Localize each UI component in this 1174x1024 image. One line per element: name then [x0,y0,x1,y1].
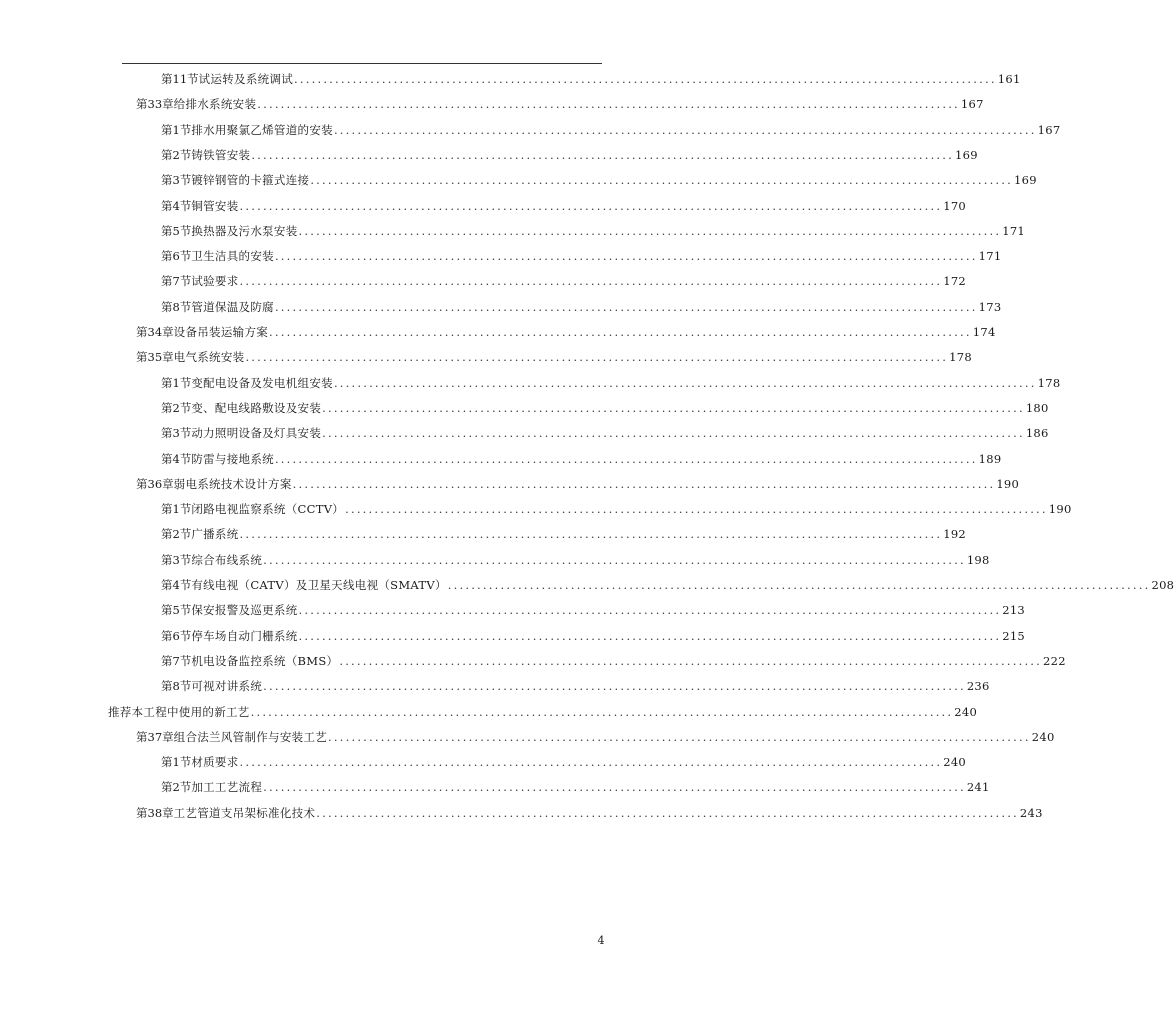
toc-entry-number: 第7节 [161,654,192,668]
toc-entry[interactable] [136,476,1020,492]
toc-entry-number: 第1节 [161,376,192,390]
dot-leader: ........................................................................................................................ [333,123,1037,137]
toc-entry-page: 240 [1031,730,1055,744]
dot-leader: ........................................................................................................................ [322,401,1025,415]
toc-entry-title: 可视对讲系统 [191,679,263,693]
dot-leader: ........................................................................................................................ [333,376,1037,390]
toc-entry-title: 组合法兰风管制作与安装工艺 [173,730,328,744]
toc-entry[interactable] [161,754,967,770]
toc-entry-title: 试验要求 [191,274,239,288]
toc-entry-number: 第4节 [161,452,192,466]
toc-entry-number: 第8节 [161,679,192,693]
toc-entry-page: 172 [943,274,967,288]
toc-entry-number: 第2节 [161,401,192,415]
toc-entry-page: 198 [966,553,990,567]
toc-entry-title: 综合布线系统 [191,553,263,567]
toc-entry-number: 第35章 [136,350,174,364]
toc-entry-number: 第5节 [161,224,192,238]
toc-entry-number: 第2节 [161,527,192,541]
dot-leader: ........................................................................................................................ [298,603,1002,617]
toc-entry-title: 换热器及污水泵安装 [191,224,298,238]
toc-entry[interactable] [136,729,1055,745]
toc-entry[interactable] [161,273,967,289]
toc-entry-page: 192 [943,527,967,541]
dot-leader: ........................................................................................................................ [274,249,978,263]
toc-entry[interactable] [161,299,1002,315]
toc-entry-title: 停车场自动门栅系统 [191,629,298,643]
toc-entry[interactable] [161,779,990,795]
toc-entry-title: 变配电设备及发电机组安装 [191,376,333,390]
toc-entry[interactable] [161,147,978,163]
dot-leader: ........................................................................................................................ [292,477,996,491]
toc-entry-page: 178 [1037,376,1061,390]
dot-leader: ........................................................................................................................ [298,224,1002,238]
toc-entry-page: 215 [1002,629,1026,643]
dot-leader: ........................................................................................................................ [263,553,966,567]
toc-entry-number: 第36章 [136,477,174,491]
toc-entry[interactable] [136,96,984,112]
toc-entry-number: 第11节 [161,72,199,86]
toc-entry-number: 第8节 [161,300,192,314]
dot-leader: ........................................................................................................................ [274,452,978,466]
toc-entry-number: 第6节 [161,249,192,263]
toc-entry-page: 240 [943,755,967,769]
toc-entry-number: 第4节 [161,199,192,213]
toc-entry-number: 第1节 [161,502,192,516]
toc-entry[interactable] [161,172,1037,188]
toc-entry-title: 铜管安装 [191,199,239,213]
toc-entry-number: 第4节 [161,578,192,592]
toc-entry-title: 给排水系统安装 [173,97,257,111]
toc-entry[interactable] [161,375,1061,391]
dot-leader: ........................................................................................................................ [239,527,943,541]
toc-entry-number: 第34章 [136,325,174,339]
toc-entry-number: 第2节 [161,148,192,162]
toc-entry[interactable] [161,653,1066,669]
toc-entry-title: 加工工艺流程 [191,780,263,794]
dot-leader: ........................................................................................................................ [274,300,978,314]
toc-entry-page: 167 [960,97,984,111]
toc-entry-page: 171 [1002,224,1026,238]
dot-leader: ........................................................................................................................ [257,97,960,111]
toc-entry-page: 241 [966,780,990,794]
toc-entry-title: 工艺管道支吊架标准化技术 [173,806,316,820]
toc-entry-page: 171 [978,249,1002,263]
toc-entry-page: 190 [1048,502,1072,516]
toc-entry[interactable] [161,628,1026,644]
toc-entry-title: 闭路电视监察系统（CCTV） [191,502,345,516]
dot-leader: ........................................................................................................................ [316,806,1019,820]
toc-entry[interactable] [161,552,990,568]
dot-leader: ........................................................................................................................ [251,148,954,162]
toc-entry-title: 镀锌钢管的卡箍式连接 [191,173,310,187]
toc-entry-page: 173 [978,300,1002,314]
dot-leader: ........................................................................................................................ [239,274,943,288]
toc-entry-title: 管道保温及防腐 [191,300,274,314]
toc-entry[interactable] [161,400,1049,416]
toc-entry-title: 广播系统 [191,527,239,541]
toc-entry-title: 机电设备监控系统（BMS） [191,654,339,668]
toc-entry-title: 防雷与接地系统 [191,452,274,466]
toc-entry-page: 178 [949,350,972,364]
toc-entry-title: 变、配电线路敷设及安装 [191,401,322,415]
toc-entry-page: 240 [954,705,978,719]
dot-leader: ........................................................................................................................ [345,502,1048,516]
toc-entry[interactable] [161,71,1021,87]
toc-entry[interactable] [136,324,996,340]
toc-entry[interactable] [161,122,1061,138]
page-number: 4 [597,934,605,947]
dot-leader: ........................................................................................................................ [339,654,1043,668]
dot-leader: ........................................................................................................................ [298,629,1002,643]
toc-entry-title: 材质要求 [191,755,239,769]
toc-entry-title: 卫生洁具的安装 [191,249,274,263]
toc-entry[interactable] [136,805,1043,821]
dot-leader: ........................................................................................................................ [245,350,949,364]
dot-leader: ........................................................................................................................ [328,730,1031,744]
dot-leader: ........................................................................................................................ [263,679,966,693]
dot-leader: ........................................................................................................................ [239,199,943,213]
toc-entry-page: 236 [966,679,990,693]
toc-entry-title: 排水用聚氯乙烯管道的安装 [191,123,333,137]
toc-entry-title: 有线电视（CATV）及卫星天线电视（SMATV） [191,578,447,592]
toc-entry-page: 180 [1025,401,1049,415]
toc-entry-title: 保安报警及巡更系统 [191,603,298,617]
toc-entry-number: 第5节 [161,603,192,617]
toc-entry-page: 222 [1043,654,1066,668]
toc-entry[interactable] [161,451,1002,467]
toc-entry-page: 190 [996,477,1020,491]
toc-entry-page: 208 [1151,578,1174,592]
dot-leader: ........................................................................................................................ [263,780,966,794]
toc-entry-number: 第7节 [161,274,192,288]
toc-entry-page: 161 [997,72,1021,86]
toc-entry-number: 第3节 [161,173,192,187]
toc-entry-page: 186 [1025,426,1049,440]
toc-entry[interactable] [161,501,1072,517]
toc-entry-page: 174 [972,325,996,339]
toc-entry-number: 第6节 [161,629,192,643]
toc-entry[interactable] [161,223,1026,239]
dot-leader: ........................................................................................................................ [239,755,943,769]
toc-entry-number: 第2节 [161,780,192,794]
dot-leader: ........................................................................................................................ [250,705,954,719]
dot-leader: ........................................................................................................................ [310,173,1013,187]
toc-entry-title: 弱电系统技术设计方案 [173,477,292,491]
toc-entry-number: 第38章 [136,806,174,820]
toc-entry-number: 第1节 [161,123,192,137]
toc-entry[interactable] [161,678,990,694]
toc-entry-number: 第37章 [136,730,174,744]
toc-entry[interactable] [161,198,967,214]
toc-entry-title: 设备吊装运输方案 [173,325,269,339]
toc-entry-page: 189 [978,452,1002,466]
toc-entry[interactable] [161,526,967,542]
toc-entry-number: 第3节 [161,426,192,440]
toc-entry[interactable] [108,704,978,720]
toc-entry-page: 243 [1019,806,1043,820]
toc-entry[interactable] [161,248,1002,264]
toc-entry-title: 电气系统安装 [173,350,245,364]
toc-entry-title: 动力照明设备及灯具安装 [191,426,322,440]
dot-leader: ........................................................................................................................ [322,426,1025,440]
toc-entry-number: 第3节 [161,553,192,567]
toc-entry-page: 213 [1002,603,1026,617]
toc-entry-title: 推荐本工程中使用的新工艺 [108,705,250,719]
toc-entry-page: 169 [1014,173,1037,187]
dot-leader: ........................................................................................................................ [447,578,1151,592]
toc-entry-title: 铸铁管安装 [191,148,251,162]
toc-entry[interactable] [161,577,1174,593]
dot-leader: ........................................................................................................................ [269,325,972,339]
header-rule [122,63,602,64]
toc-entry-page: 167 [1037,123,1061,137]
toc-entry[interactable] [161,602,1026,618]
toc-entry-page: 169 [955,148,978,162]
toc-entry-page: 170 [943,199,967,213]
dot-leader: ........................................................................................................................ [294,72,997,86]
toc-entry-number: 第1节 [161,755,192,769]
toc-entry[interactable] [161,425,1049,441]
toc-entry-title: 试运转及系统调试 [198,72,294,86]
toc-entry[interactable] [136,349,972,365]
toc-entry-number: 第33章 [136,97,174,111]
